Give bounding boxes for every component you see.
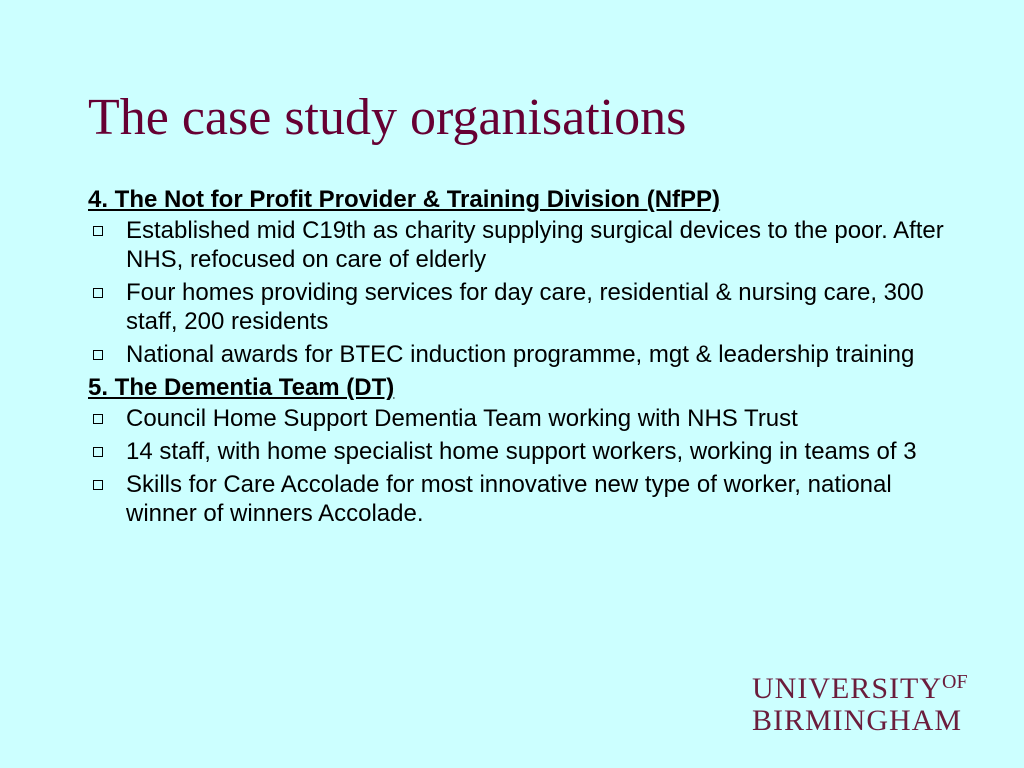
list-item xyxy=(88,470,948,528)
logo-of-text: OF xyxy=(942,671,968,693)
square-bullet-icon xyxy=(93,350,103,360)
section-heading-nfpp: 4. The Not for Profit Provider & Training Division (NfPP) xyxy=(88,186,721,213)
square-bullet-icon xyxy=(93,447,103,457)
list-item-text: Council Home Support Dementia Team working with NHS Trust xyxy=(126,405,798,432)
list-item xyxy=(88,404,948,433)
university-logo xyxy=(752,666,968,737)
list-item xyxy=(88,278,948,336)
square-bullet-icon xyxy=(93,414,103,424)
square-bullet-icon xyxy=(93,226,103,236)
slide-title: The case study organisations xyxy=(88,89,687,146)
logo-line-2: BIRMINGHAM xyxy=(752,704,963,737)
square-bullet-icon xyxy=(93,288,103,298)
square-bullet-icon xyxy=(93,480,103,490)
section-heading-dt: 5. The Dementia Team (DT) xyxy=(88,374,395,401)
section-list-nfpp xyxy=(88,216,948,369)
list-item-text: Skills for Care Accolade for most innovative new type of worker, national winner of winners Accolade. xyxy=(126,471,892,527)
logo-line-1 xyxy=(752,666,968,705)
list-item xyxy=(88,437,948,466)
list-item-text: 14 staff, with home specialist home support workers, working in teams of 3 xyxy=(126,438,917,465)
logo-university-text: UNIVERSITY xyxy=(752,672,942,705)
list-item-text: National awards for BTEC induction programme, mgt & leadership training xyxy=(126,341,915,368)
list-item-text: Four homes providing services for day care, residential & nursing care, 300 staff, 200 residents xyxy=(126,279,924,335)
list-item xyxy=(88,340,948,369)
section-list-dt xyxy=(88,404,948,528)
list-item-text: Established mid C19th as charity supplying surgical devices to the poor. After NHS, refocused on care of elderly xyxy=(126,217,944,273)
list-item xyxy=(88,216,948,274)
slide-body xyxy=(88,185,948,532)
